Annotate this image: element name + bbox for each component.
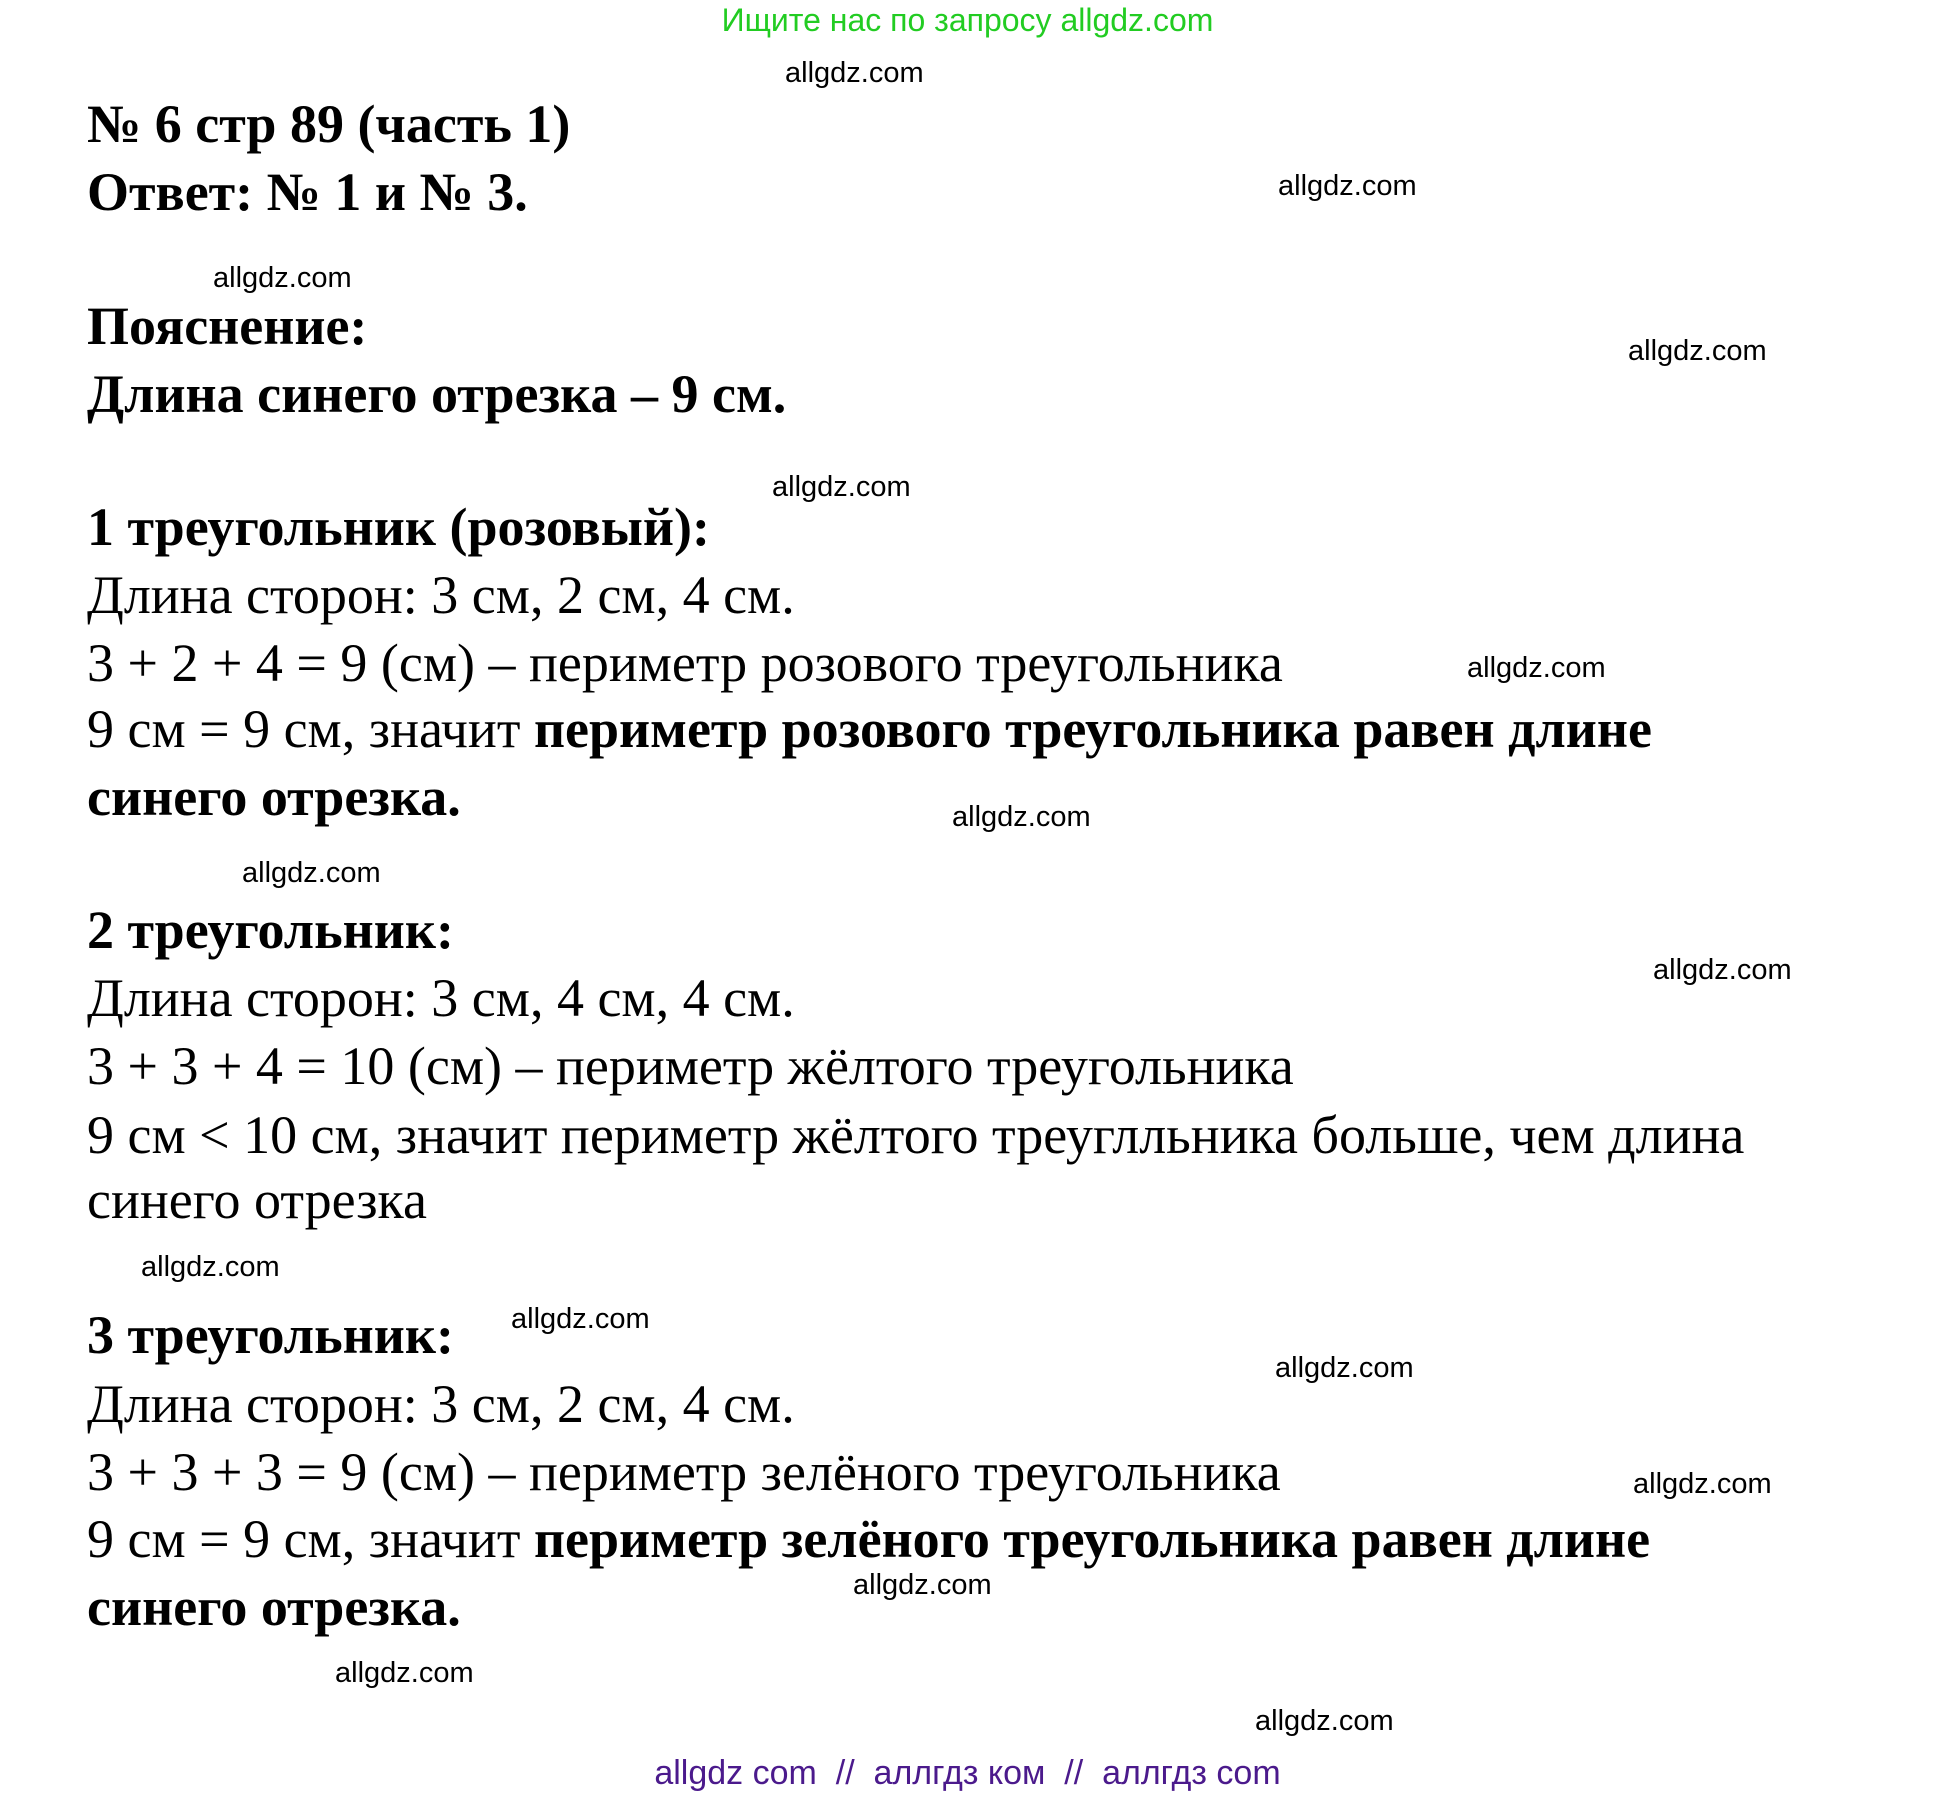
watermark: allgdz.com: [1255, 1705, 1394, 1737]
watermark: allgdz.com: [772, 471, 911, 503]
watermark: allgdz.com: [511, 1303, 650, 1335]
blue-segment-length: Длина синего отрезка – 9 см.: [87, 364, 787, 424]
page-title: № 6 стр 89 (часть 1): [87, 94, 571, 154]
triangle-1-conclusion-cont: синего отрезка.: [87, 767, 461, 827]
watermark: allgdz.com: [853, 1569, 992, 1601]
triangle-3-conclusion-cont: синего отрезка.: [87, 1577, 461, 1637]
watermark: allgdz.com: [1467, 652, 1606, 684]
watermark: allgdz.com: [1653, 954, 1792, 986]
triangle-2-conclusion-cont: синего отрезка: [87, 1170, 427, 1230]
answer-line: Ответ: № 1 и № 3.: [87, 162, 528, 222]
triangle-2-sides: Длина сторон: 3 см, 4 см, 4 см.: [87, 968, 795, 1028]
footer-watermark: allgdz com // аллгдз ком // аллгдз com: [654, 1754, 1281, 1792]
triangle-1-perimeter: 3 + 2 + 4 = 9 (см) – периметр розового треугольника: [87, 633, 1283, 693]
triangle-2-perimeter: 3 + 3 + 4 = 10 (см) – периметр жёлтого треугольника: [87, 1036, 1294, 1096]
triangle-3-perimeter: 3 + 3 + 3 = 9 (см) – периметр зелёного треугольника: [87, 1442, 1281, 1502]
conclusion-bold: периметр зелёного треугольника равен длине: [533, 1509, 1651, 1569]
conclusion-prefix: 9 см = 9 см, значит: [87, 699, 534, 759]
triangle-2-conclusion: 9 см < 10 см, значит периметр жёлтого треуглльника больше, чем длина: [87, 1105, 1745, 1165]
watermark: allgdz.com: [141, 1251, 280, 1283]
watermark: allgdz.com: [1275, 1352, 1414, 1384]
triangle-2-heading: 2 треугольник:: [87, 900, 454, 960]
watermark: allgdz.com: [785, 57, 924, 89]
watermark: allgdz.com: [1633, 1468, 1772, 1500]
explanation-heading: Пояснение:: [87, 296, 368, 356]
triangle-1-sides: Длина сторон: 3 см, 2 см, 4 см.: [87, 565, 795, 625]
triangle-1-heading: 1 треугольник (розовый):: [87, 497, 710, 557]
triangle-3-conclusion: [87, 1505, 1650, 1573]
watermark: allgdz.com: [242, 857, 381, 889]
watermark: allgdz.com: [1278, 170, 1417, 202]
watermark: allgdz.com: [952, 801, 1091, 833]
watermark: allgdz.com: [335, 1657, 474, 1689]
triangle-3-sides: Длина сторон: 3 см, 2 см, 4 см.: [87, 1374, 795, 1434]
triangle-1-conclusion: [87, 695, 1652, 763]
triangle-3-heading: 3 треугольник:: [87, 1305, 454, 1365]
conclusion-prefix: 9 см = 9 см, значит: [87, 1509, 534, 1569]
watermark: allgdz.com: [213, 262, 352, 294]
watermark: allgdz.com: [1628, 335, 1767, 367]
conclusion-bold: периметр розового треугольника равен длине: [533, 699, 1652, 759]
search-banner: Ищите нас по запросу allgdz.com: [721, 2, 1214, 38]
